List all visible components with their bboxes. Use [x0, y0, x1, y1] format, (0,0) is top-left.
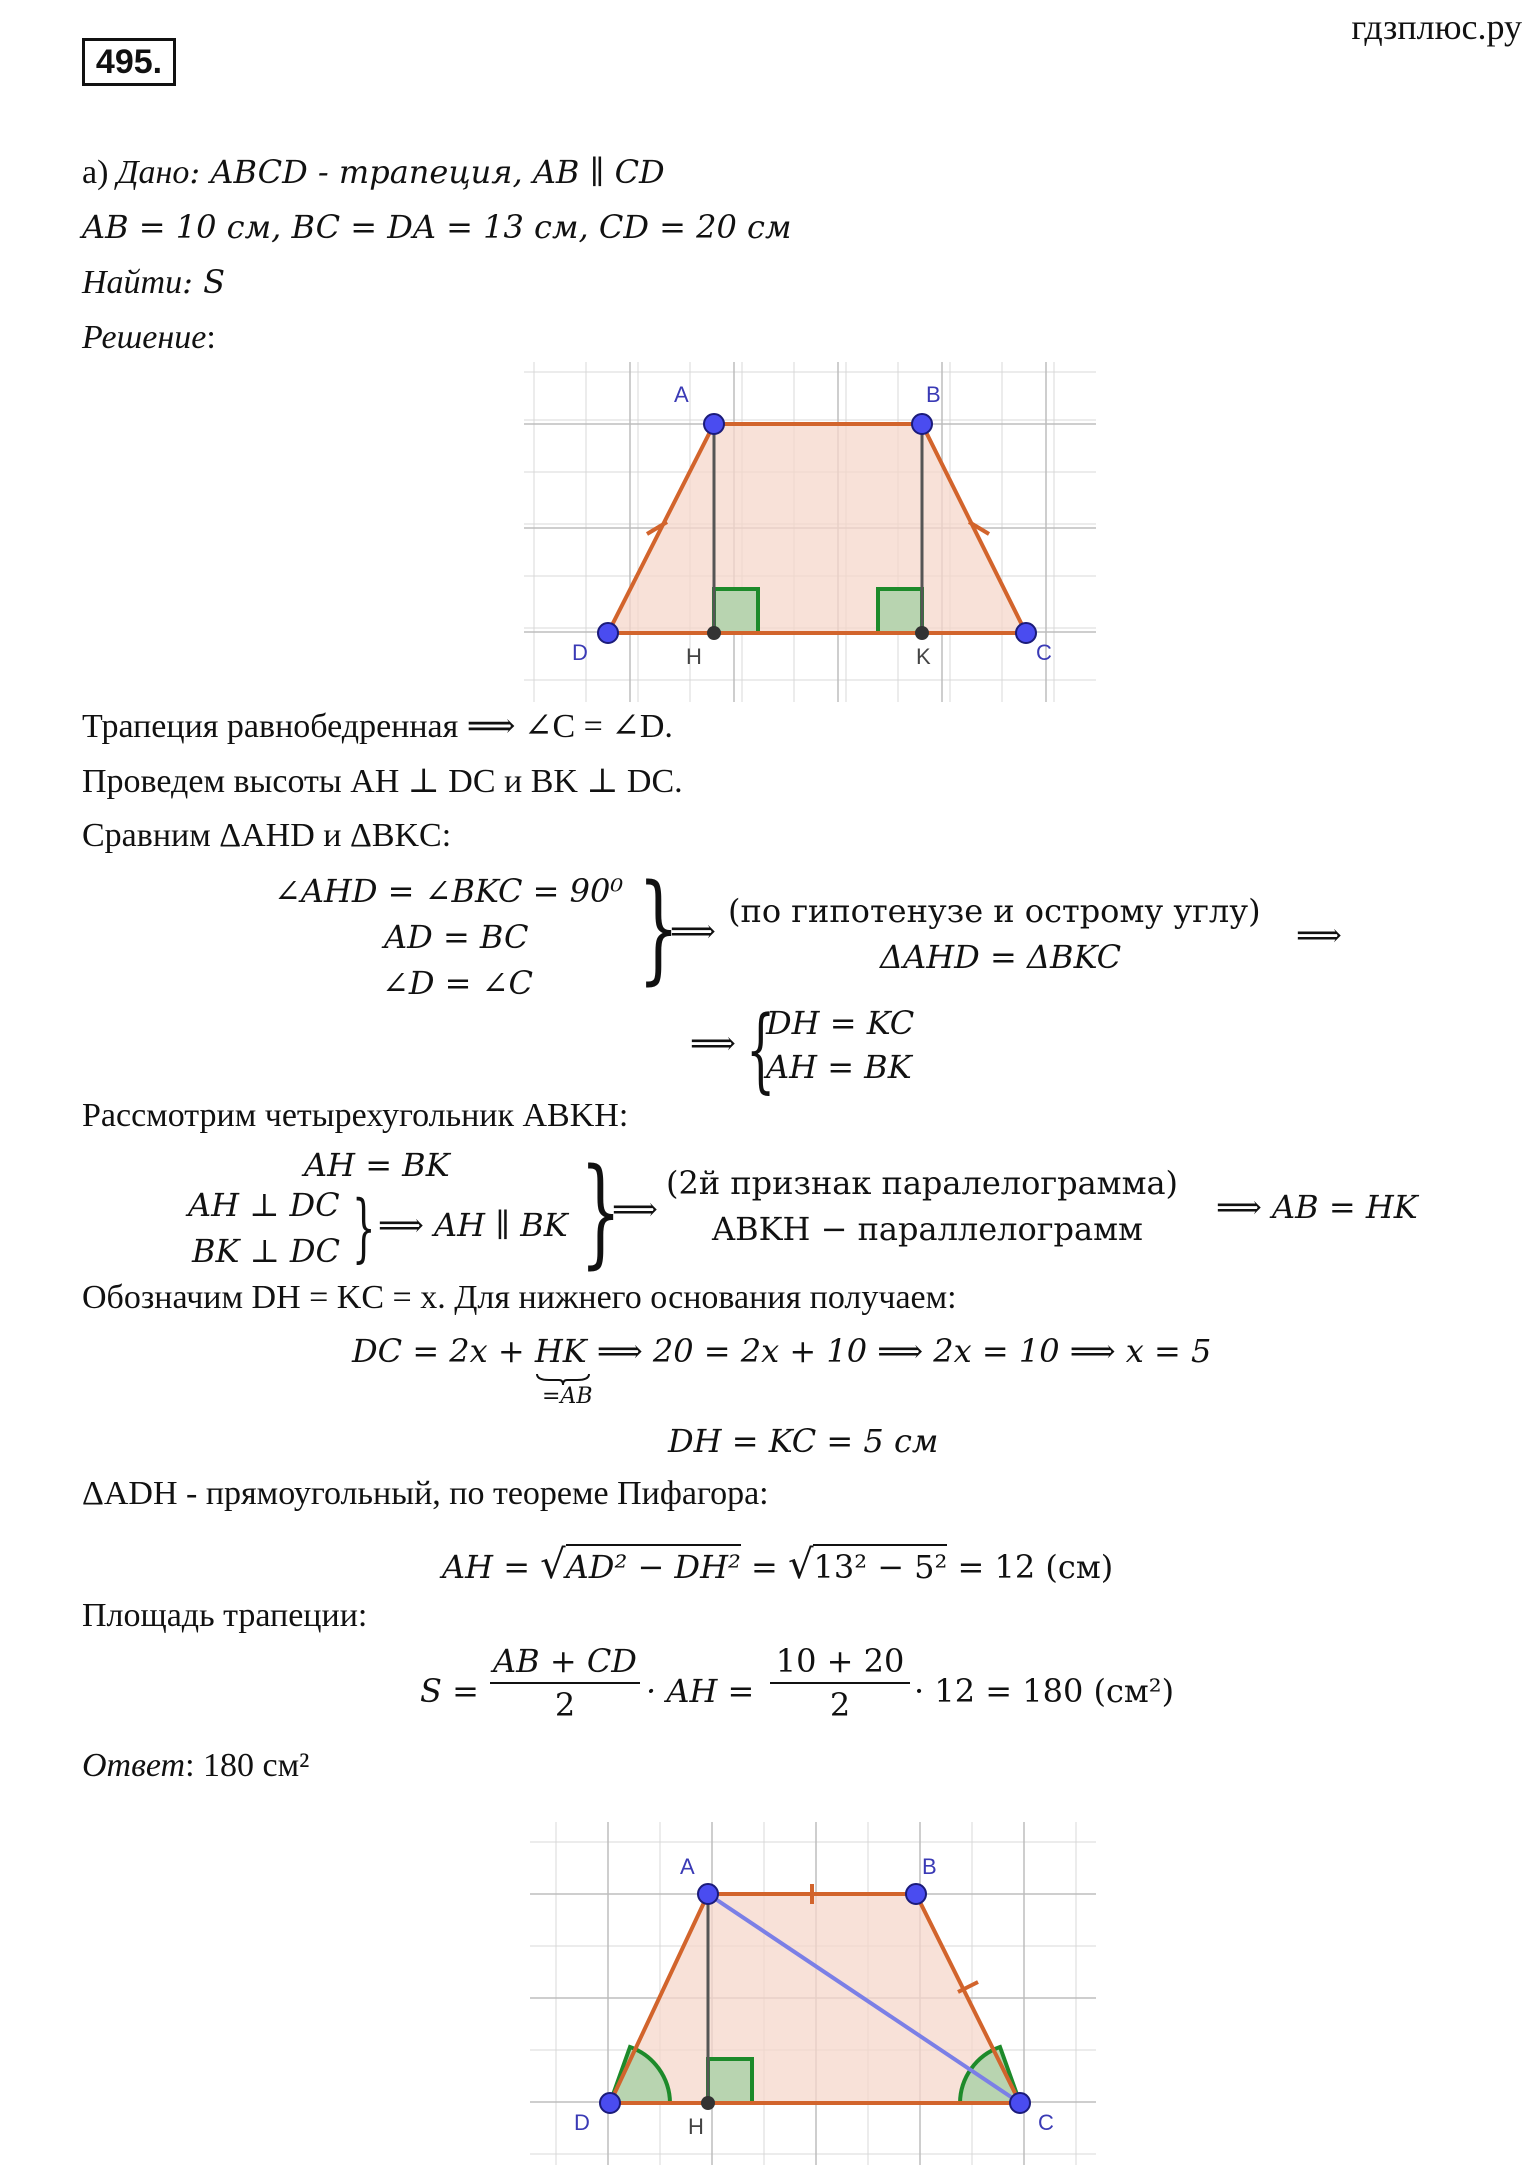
arrow-2: ⟹: [1296, 916, 1342, 954]
arrow-3: ⟹: [690, 1024, 736, 1062]
sys1-line1: ∠AHD = ∠BKC = 90⁰: [274, 872, 624, 910]
reason-1: (по гипотенузе и острому углу): [728, 892, 1261, 930]
area-s: S =: [420, 1672, 479, 1710]
eq-base-under: =AB: [542, 1384, 593, 1409]
find-line: [82, 262, 225, 303]
point2-a: [698, 1884, 718, 1904]
sqrt-sign-1: √: [540, 1542, 566, 1588]
sys3-line2: BK ⊥ DC: [192, 1232, 340, 1270]
eq-base: DC = 2x + HK ⟹ 20 = 2x + 10 ⟹ 2x = 10 ⟹ x = 5: [352, 1332, 1211, 1370]
solution-label: Решение: [82, 319, 207, 356]
sys3-mid: ⟹ AH ∥ BK: [378, 1206, 568, 1244]
right-angle-k: [878, 589, 922, 633]
brace-inner-3: }: [352, 1185, 376, 1271]
sys1-line2: AD = BC: [384, 918, 529, 956]
label-d: D: [572, 640, 588, 665]
sys2-line2: AH = BK: [766, 1048, 912, 1086]
result-2: ABKH − параллелограмм: [712, 1210, 1143, 1248]
eq-dh: DH = KC = 5 см: [668, 1422, 939, 1460]
answer-label: Ответ: [82, 1747, 186, 1784]
point-h: [707, 626, 721, 640]
step-compare: Сравним ΔAHD и ΔBKC:: [82, 817, 452, 854]
point2-d: [600, 2093, 620, 2113]
label2-a: A: [680, 1854, 695, 1879]
given-statement: : ABCD - трапеция, AB ∥ CD: [189, 153, 665, 191]
sys1-line3: ∠D = ∠C: [382, 964, 533, 1002]
arrow-1: ⟹: [670, 912, 716, 950]
hk-brace-term: HK: [535, 1332, 587, 1370]
sys2-line1: DH = KC: [766, 1004, 915, 1042]
step-area: Площадь трапеции:: [82, 1597, 368, 1634]
label-h: H: [686, 644, 702, 669]
label-a: A: [674, 382, 689, 407]
label2-b: B: [922, 1854, 937, 1879]
label2-c: C: [1038, 2110, 1054, 2135]
point-a: [704, 414, 724, 434]
step-heights: Проведем высоты AH ⊥ DC и BK ⊥ DC.: [82, 763, 683, 800]
point2-h: [701, 2096, 715, 2110]
sys3-line1: AH ⊥ DC: [188, 1186, 340, 1224]
point-c: [1016, 623, 1036, 643]
trapezoid-fill: [608, 424, 1026, 633]
brace-right-3: }: [580, 1142, 622, 1280]
sqrt-sign-2: √: [787, 1542, 814, 1588]
result-1: ΔAHD = ΔBKC: [880, 938, 1122, 976]
area-mid: · AH =: [646, 1672, 755, 1710]
problem-number: 495.: [82, 38, 176, 86]
answer-value: : 180 см²: [185, 1747, 310, 1784]
answer-line: [82, 1746, 309, 1786]
fraction-2: 10 + 20 2: [770, 1642, 910, 1724]
brace-right-1: }: [638, 858, 680, 996]
point2-b: [906, 1884, 926, 1904]
given-label: Дано: [116, 154, 190, 191]
arrow-4: ⟹: [612, 1190, 658, 1228]
part-label: а): [82, 154, 109, 191]
point-k: [915, 626, 929, 640]
find-label: Найти: [82, 264, 183, 301]
find-value: : S: [182, 263, 225, 301]
right-angle-h2: [708, 2059, 752, 2103]
label2-h: H: [688, 2114, 704, 2139]
label2-d: D: [574, 2110, 590, 2135]
point2-c: [1010, 2093, 1030, 2113]
step-isosceles: Трапеция равнобедренная ⟹ ∠C = ∠D.: [82, 708, 673, 745]
figure-trapezoid-heights: [524, 362, 1096, 702]
label-k: K: [916, 644, 931, 669]
step-quadrilateral: Рассмотрим четырехугольник ABKH:: [82, 1097, 629, 1134]
result-2b: ⟹ AB = HK: [1216, 1188, 1418, 1226]
brace-left-2: {: [746, 996, 776, 1103]
fraction-1: AB + CD 2: [490, 1642, 640, 1724]
solution-line: Решение:: [82, 319, 216, 356]
label-c: C: [1036, 640, 1052, 665]
given-line-1: [82, 152, 665, 193]
point-d: [598, 623, 618, 643]
step-denote: Обозначим DH = KC = x. Для нижнего основания получаем:: [82, 1279, 957, 1316]
sys3-top: AH = BK: [304, 1146, 450, 1184]
point-b: [912, 414, 932, 434]
eq-pythagoras: AH = √AD² − DH² = √13² − 5² = 12 (см): [442, 1542, 1114, 1588]
area-end: · 12 = 180 (см²): [914, 1672, 1175, 1710]
figure-trapezoid-diagonal: [530, 1822, 1096, 2165]
trapezoid2-fill: [610, 1894, 1020, 2103]
reason-2: (2й признак паралелограмма): [666, 1164, 1179, 1202]
label-b: B: [926, 382, 941, 407]
right-angle-h: [714, 589, 758, 633]
step-pythagoras: ΔADH - прямоугольный, по теореме Пифагора:: [82, 1475, 769, 1512]
site-name: гдзплюс.ру: [1351, 7, 1522, 47]
given-line-2: AB = 10 см, BC = DA = 13 см, CD = 20 см: [82, 208, 792, 246]
